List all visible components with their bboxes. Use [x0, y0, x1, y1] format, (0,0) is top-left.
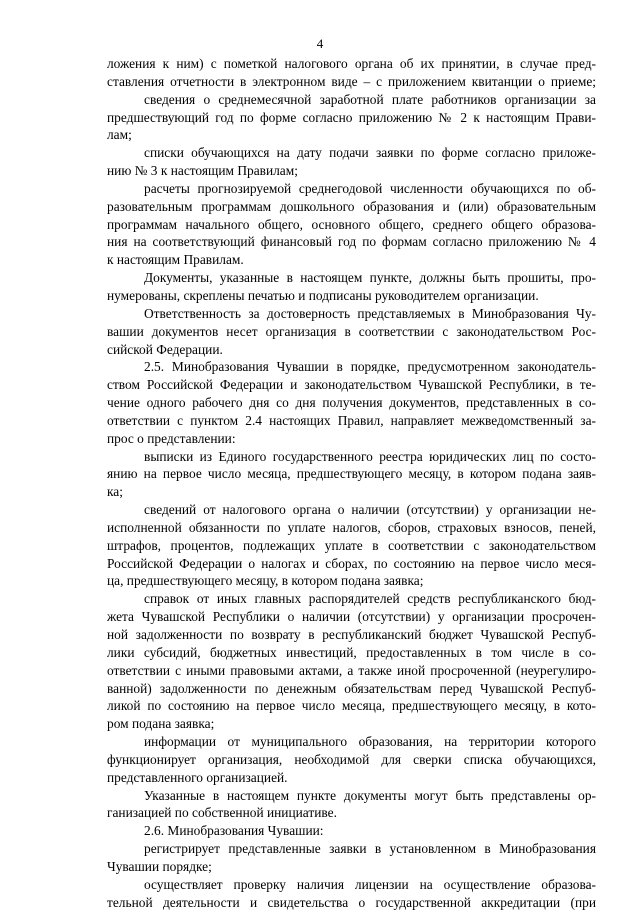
text-line: лики субсидий, бюджетных инвестиций, предоставленных в том числе в со-: [107, 644, 596, 660]
text-line: функционирует организация, необходимой для сверки списка обучающихся,: [107, 751, 596, 767]
text-line: ложения к ним) с пометкой налогового органа об их принятии, в случае пред-: [107, 56, 596, 71]
text-line: расчеты прогнозируемой среднегодовой численности обучающихся по об-: [144, 180, 596, 196]
page-number: 4: [316, 36, 324, 51]
text-line: сийской Федерации.: [107, 341, 223, 357]
text-line: нумерованы, скреплены печатью и подписаны руководителем организации.: [107, 287, 539, 303]
text-line: прос о представлении:: [107, 430, 236, 446]
text-line: ния на соответствующий финансовый год по формам согласно приложению № 4: [107, 234, 596, 250]
text-line: тельной деятельности и свидетельства о государственной аккредитации (при: [107, 894, 596, 910]
text-line: ставления отчетности в электронном виде – с приложением квитанции о приеме;: [107, 73, 596, 89]
text-line: 2.5. Минобразования Чувашии в порядке, предусмотренном законодатель-: [144, 359, 596, 375]
text-line: ка;: [107, 484, 123, 500]
text-line: предшествующий год по форме согласно приложению № 2 к настоящим Прави-: [107, 109, 596, 125]
text-line: вашии документов несет организация в соответствии с законодательством Рос-: [107, 323, 596, 339]
text-line: ванной) задолженности по денежным обязательствам перед Чувашской Респуб-: [107, 680, 596, 696]
text-line: ром подана заявка;: [107, 716, 215, 732]
text-line: списки обучающихся на дату подачи заявки по форме согласно приложе-: [144, 145, 596, 161]
text-line: жета Чувашской Республики о наличии (отсутствии) у организации просрочен-: [107, 609, 596, 625]
text-line: лам;: [107, 127, 132, 143]
text-line: Документы, указанные в настоящем пункте, должны быть прошиты, про-: [144, 270, 596, 286]
text-line: разовательным программам дошкольного образования и (или) образовательным: [107, 198, 596, 214]
text-line: представленного организацией.: [107, 769, 288, 785]
text-line: осуществляет проверку наличия лицензии на осуществление образова-: [144, 876, 596, 892]
text-line: к настоящим Правилам.: [107, 252, 244, 268]
text-line: ной задолженности по возврату в республиканский бюджет Чувашской Респуб-: [107, 627, 596, 642]
text-line: ганизацией по собственной инициативе.: [107, 805, 337, 821]
text-line: ответствии с иными правовыми актами, а также иной просроченной (неурегулиро-: [107, 662, 596, 678]
text-line: Чувашии порядке;: [107, 858, 212, 874]
text-line: справок от иных главных распорядителей средств республиканского бюд-: [144, 591, 596, 607]
text-line: сведения о среднемесячной заработной плате работников организации за: [144, 91, 596, 107]
text-line: выписки из Единого государственного реестра юридических лиц по состо-: [144, 448, 596, 464]
text-line: информации от муниципального образования, на территории которого: [144, 734, 596, 750]
text-line: Ответственность за достоверность представляемых в Минобразования Чу-: [144, 305, 596, 321]
text-line: программам начального общего, основного общего, среднего общего образова-: [107, 216, 596, 232]
text-line: ца, предшествующего месяцу, в котором подана заявка;: [107, 573, 424, 589]
text-line: 2.6. Минобразования Чувашии:: [144, 823, 324, 839]
document-body: [107, 55, 596, 912]
text-line: исполненной обязанности по уплате налогов, сборов, страховых взносов, пеней,: [107, 519, 596, 535]
text-line: чение одного рабочего дня со дня получения документов, представленных в со-: [107, 395, 596, 411]
text-line: Указанные в настоящем пункте документы могут быть представлены ор-: [144, 787, 596, 803]
text-line: регистрирует представленные заявки в установленном в Минобразования: [144, 841, 596, 857]
text-line: штрафов, процентов, подлежащих уплате в соответствии с законодательством: [107, 537, 596, 553]
text-line: нию № 3 к настоящим Правилам;: [107, 163, 298, 179]
text-line: сведений от налогового органа о наличии (отсутствии) у организации не-: [144, 502, 596, 518]
text-line: ответствии с пунктом 2.4 настоящих Правил, направляет межведомственный за-: [107, 412, 596, 428]
text-line: ством Российской Федерации и законодательством Чувашской Республики, в те-: [107, 377, 596, 393]
text-line: ликой по состоянию на первое число месяца, предшествующего месяцу, в кото-: [107, 698, 596, 714]
text-line: янию на первое число месяца, предшествующего месяцу, в котором подана заяв-: [107, 466, 596, 482]
text-line: Российской Федерации о налогах и сборах, по состоянию на первое число меся-: [107, 555, 596, 571]
